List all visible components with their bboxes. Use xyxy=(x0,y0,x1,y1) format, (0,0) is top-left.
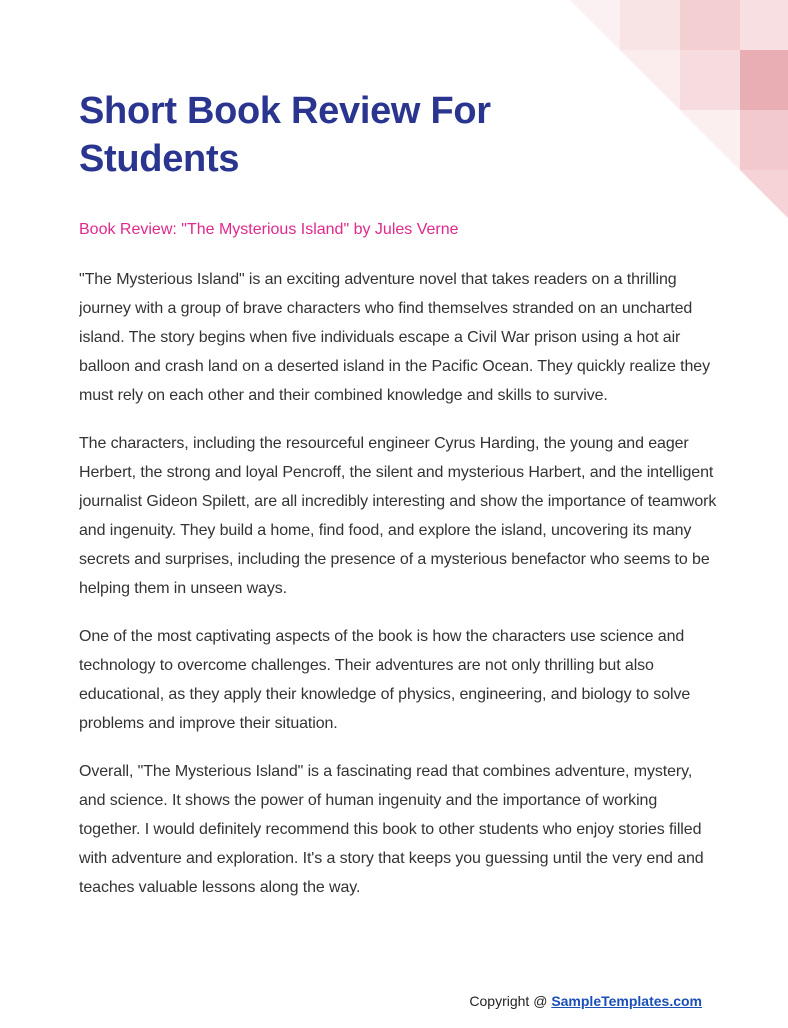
copyright-text: Copyright @ xyxy=(469,993,552,1009)
sampletemplates-link[interactable]: SampleTemplates.com xyxy=(551,993,702,1009)
review-subtitle: Book Review: "The Mysterious Island" by Jules Verne xyxy=(79,221,459,238)
page-title: Short Book Review For Students xyxy=(79,90,491,180)
paragraph-science: One of the most captivating aspects of the book is how the characters use science and technology to overcome challenges. Their adventures are not only thrilling but also educational, as they apply their knowledge of physics, engineering, and biology to solve problems and improve their situation. xyxy=(79,628,691,732)
copyright-footer xyxy=(469,992,702,1010)
paragraph-characters: The characters, including the resourceful engineer Cyrus Harding, the young and eager Herbert, the strong and loyal Pencroff, the silent and mysterious Harbert, and the intelligent journalist Gideon Spilett, are all incredibly interesting and show the importance of teamwork and ingenuity. They build a home, find food, and explore the island, uncovering its many secrets and surprises, including the presence of a mysterious benefactor who seems to be helping them in unseen ways. xyxy=(79,435,717,597)
paragraph-intro: "The Mysterious Island" is an exciting adventure novel that takes readers on a thrilling journey with a group of brave characters who find themselves stranded on an uncharted island. The story begins when five individuals escape a Civil War prison using a hot air balloon and crash land on a deserted island in the Pacific Ocean. They quickly realize they must rely on each other and their combined knowledge and skills to survive. xyxy=(79,271,710,404)
paragraph-conclusion: Overall, "The Mysterious Island" is a fascinating read that combines adventure, mystery, and science. It shows the power of human ingenuity and the importance of working together. I would definitely recommend this book to other students who enjoy stories filled with adventure and exploration. It's a story that keeps you guessing until the very end and teaches valuable lessons along the way. xyxy=(79,763,704,896)
review-body xyxy=(79,265,719,897)
